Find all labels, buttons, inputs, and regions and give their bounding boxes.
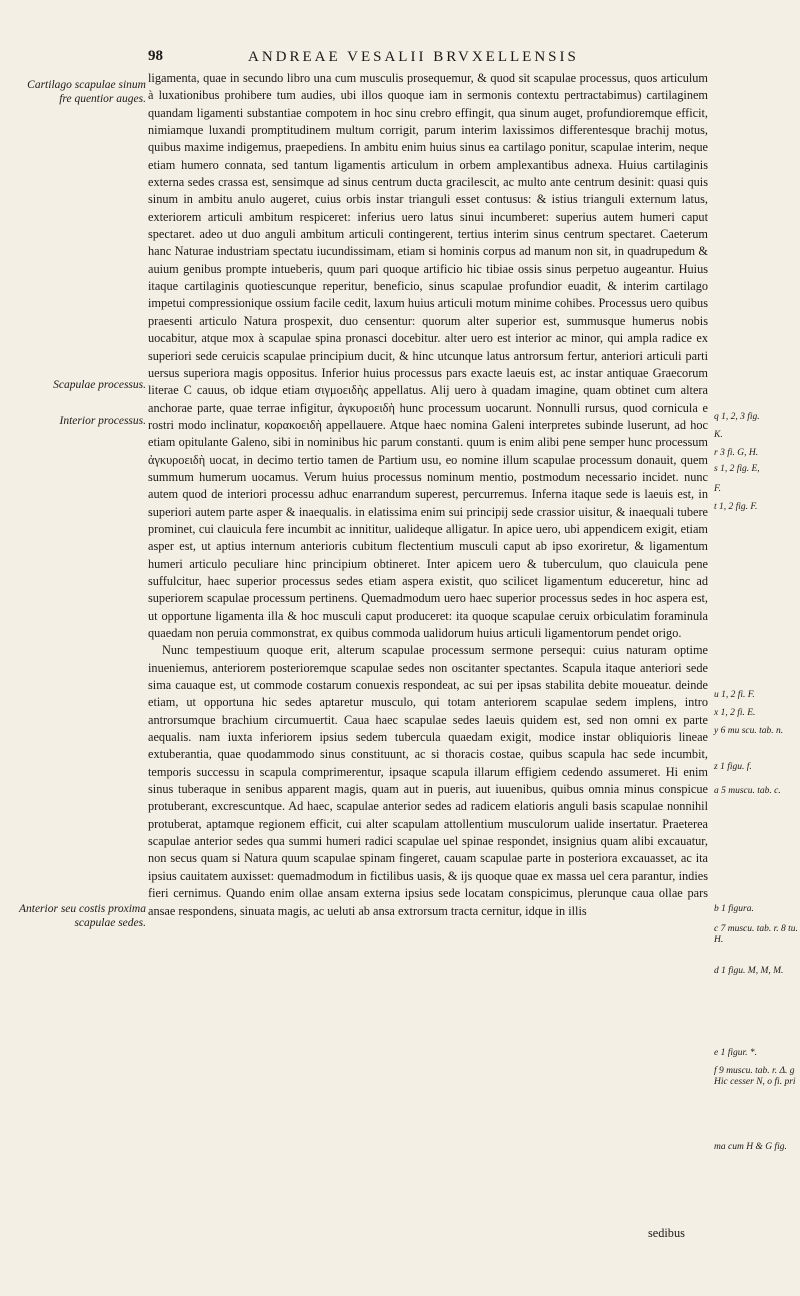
page-header [148, 48, 708, 70]
margin-note-right: q 1, 2, 3 fig. [714, 412, 760, 422]
margin-note-right: e 1 figur. *. [714, 1048, 758, 1058]
paragraph: Nunc tempestiuum quoque erit, alterum scapulae processum sermone persequi: cuius naturam optime inueniemus, anteriorem posterioremque scapulae sedes non oscitanter spectantes. Scapula itaque anteriori sede sima cauaque est, ut commode costarum conuexis respondeat, ac sui per ipsas stabilita debite moueatur. deinde etiam, ut opportuna hic sedes aptaretur musculo, qui totam anteriorem scapulae sedem implens, intro antrorsumque brachium circumuertit. Caua haec scapulae sedes laeuis quidem est, sed non omni ex parte aequalis. nam iuxta inferiorem ipsius sedem tubercula quaedam exigit, modice instar obliquioris lineae extuberantia, quae quodammodo sinus constituunt, ac si thoracis costae, quibus scapula hac sede incumbit, temporis successu in scapula comprimerentur, ipsaque scapula illarum effigiem cedendo assumeret. Hi enim sinus tuberaque in senibus apparent magis, quam aut in pueris, aut iuuenibus, quibus omnia minus conspicue protuberant, excrescuntque. Ad haec, scapulae anterior sedes ad radicem elatioris anguli basis scapulae nonnihil protuberat, aptamque regionem efficit, cui alter scapulam attollentium musculorum ualide insertatur. Praeterea scapulae anterior sedes qua summi humeri radici scapulae uel spinae respondet, insignius quam alibi excauatur, non secus quam si Natura quum scapulae spinam fingeret, cauam scapulae parte in posteriora excauasset, ac ita ipsius cauitatem auxisset: quemadmodum in fictilibus uasis, & ijs quoque quae ex massa uel cera parantur, indies fieri cernimus. Quando enim ollae ansam externa ipsius sede locatam conspicimus, plerunque caua ollae pars ansae respondens, sinuata magis, ac ueluti ab ansa extrorsum tracta cernitur, idque in illis [148, 643, 708, 918]
paragraph: ligamenta, quae in secundo libro una cum musculis prosequemur, & quod sit scapulae processus, quos articulum à luxationibus prohibere tum audies, ubi illos quoque iam in sermonis contextu pertractabimus) cartilaginem quandam ligamenti substantiae compotem in hoc sinu crebro effingit, qua sinum auget, profundioremque efficit, nimiamque luxandi promptitudinem multum corrigit, parum interim laxissimos differentesque brachij motus, quibus maxime indigemus, praepediens. In ambitu enim huius sinus ea cartilago ponitur, scapulae interim, neque etiam humero connata, sed tantum ligamentis articulum in orbem amplexantibus adnexa. Huius cartilaginis externa sedes crassa est, sensimque ad sinus centrum ducta gracilescit, ac multo ante centrum desinit: quasi quis sinum in ambitu anulo augeret, cuius orbis instar trianguli esset contusus: & istius trianguli externum latus, exteriorem articuli ambitum respiceret: inferius uero latus sinui incumberet: superius autem humeri caput spectaret. adeo ut duo anguli ambitum articuli contingerent, tertius interim sinus centrum spectaret. Caeterum hanc Naturae industriam spectatu iucundissimam, etiam si hominis corpus ad manum non sit, in quadrupedum & auium genibus prompte intueberis, quum pari quoque artificio hic tibiae ossis sinus perpetuo augeantur. Huius itaque cartilaginis quotiescunque reperitur, beneficio, sinus scapulae profundior euadit, & interim cartilago impetui compressionique ossium facile cedit, laxum huius articuli motum minime cohibes. Processus uero quibus praesenti articulo Natura prospexit, duo censentur: quorum alter superior est, summusque humerus nobis uocabitur, atque mox à scapulae spina pronasci docebitur. alter uero est interior ac minor, qui ampla radice ex superiori sede ceruicis scapulae principium ducit, & hinc utcunque latus antrorsum fertur, anteriori articuli parti uersus superiora magis oppositus. Inferior huius processus pars exacte laeuis est, ac instar antiquae Graecorum literae C cauus, ob idque etiam σιγμοειδὴς appellatus. Alij uero à quadam imagine, quam obtinet cum altera anchorae parte, quae terrae infigitur, ἀγκυροειδὴ hunc processum uocarunt. Nonnulli rursus, quod cornicula e rostri modo inclinatur, κορακοειδὴ appellauere. Atque haec nomina Galeni interpretes subinde luserunt, ad hoc etiam opitulante Galeno, sibi in nominibus hic parum constanti. quum is enim alibi pene semper hunc processum ἀγκυροειδὴ uocat, in decimo tertio tamen de Partium usu, eo nomine illum scapulae processum donauit, quem summum humerum uocamus. Verum huius processus nominum mentio, postmodum necessario incidet. nunc autem quod de interiori processu adhuc enarrandum superest, percurremus. Inferna itaque sede is laeuis est, in superiori autem parte asper & inaequalis. in elatissima enim sui principij sede crassior uisitur, & inaequali tubere prominet, cui clauicula fere incumbit ac innititur, ualideque alligatur. In apice uero, ubi appendicem exigit, etiam asper est, ut aptius internum anterioris cubitum flectentium musculi caput ab ipso exoriretur, & ligamentum humeri articulo peculiare hinc principium obtineret. Inter apicem uero & tuberculum, quo clauicula pene suffulcitur, haec superior processus sedes etiam aspera existit, quo scilicet ligamentum educeretur, hinc ad superiorem scapulae processum pertinens. Quemadmodum uero haec superior processus sedes in hoc aspera est, ut opportune ligamenta illa & hoc musculi caput produceret: ita quoque scapulae ceruix orbiculatim foraminula quaedam non peruia commonstrat, ex quibus commoda ualidorum huius articuli ligamentorum pendet origo. [148, 71, 708, 640]
margin-note-right: r 3 fi. G, H. [714, 448, 759, 458]
margin-note-right: b 1 figura. [714, 904, 754, 914]
margin-note-left: Cartilago scapulae sinum fre quentior auges. [27, 79, 146, 105]
margin-note-right: s 1, 2 fig. E, [714, 464, 760, 474]
margin-note-right: t 1, 2 fig. F. [714, 502, 758, 512]
margin-note-right: ma cum H & G fig. [714, 1142, 787, 1152]
margin-note-left: Scapulae processus. [53, 379, 146, 391]
margin-note-right: f 9 muscu. tab. r. Δ. g Hic cesser N, o fi. pri [714, 1066, 796, 1087]
running-head: ANDREAE VESALII BRVXELLENSIS [248, 49, 579, 65]
margin-note-right: a 5 muscu. tab. c. [714, 786, 781, 796]
margin-note-right: u 1, 2 fi. F. [714, 690, 755, 700]
margin-note-right: c 7 muscu. tab. r. 8 tu. H. [714, 924, 798, 945]
margin-note-right: y 6 mu scu. tab. n. [714, 726, 784, 736]
body-text [148, 70, 708, 920]
margin-note-left: Interior processus. [59, 415, 146, 427]
margin-note-right: K. [714, 430, 723, 440]
margin-note-right: x 1, 2 fi. E. [714, 708, 756, 718]
page-number: 98 [148, 48, 163, 64]
margin-note-right: F. [714, 484, 721, 494]
catchword: sedibus [648, 1226, 685, 1240]
margin-note-right: z 1 figu. f. [714, 762, 752, 772]
margin-note-left: Anterior seu costis proxima scapulae sedes. [18, 903, 146, 929]
margin-note-right: d 1 figu. M, M, M. [714, 966, 784, 976]
